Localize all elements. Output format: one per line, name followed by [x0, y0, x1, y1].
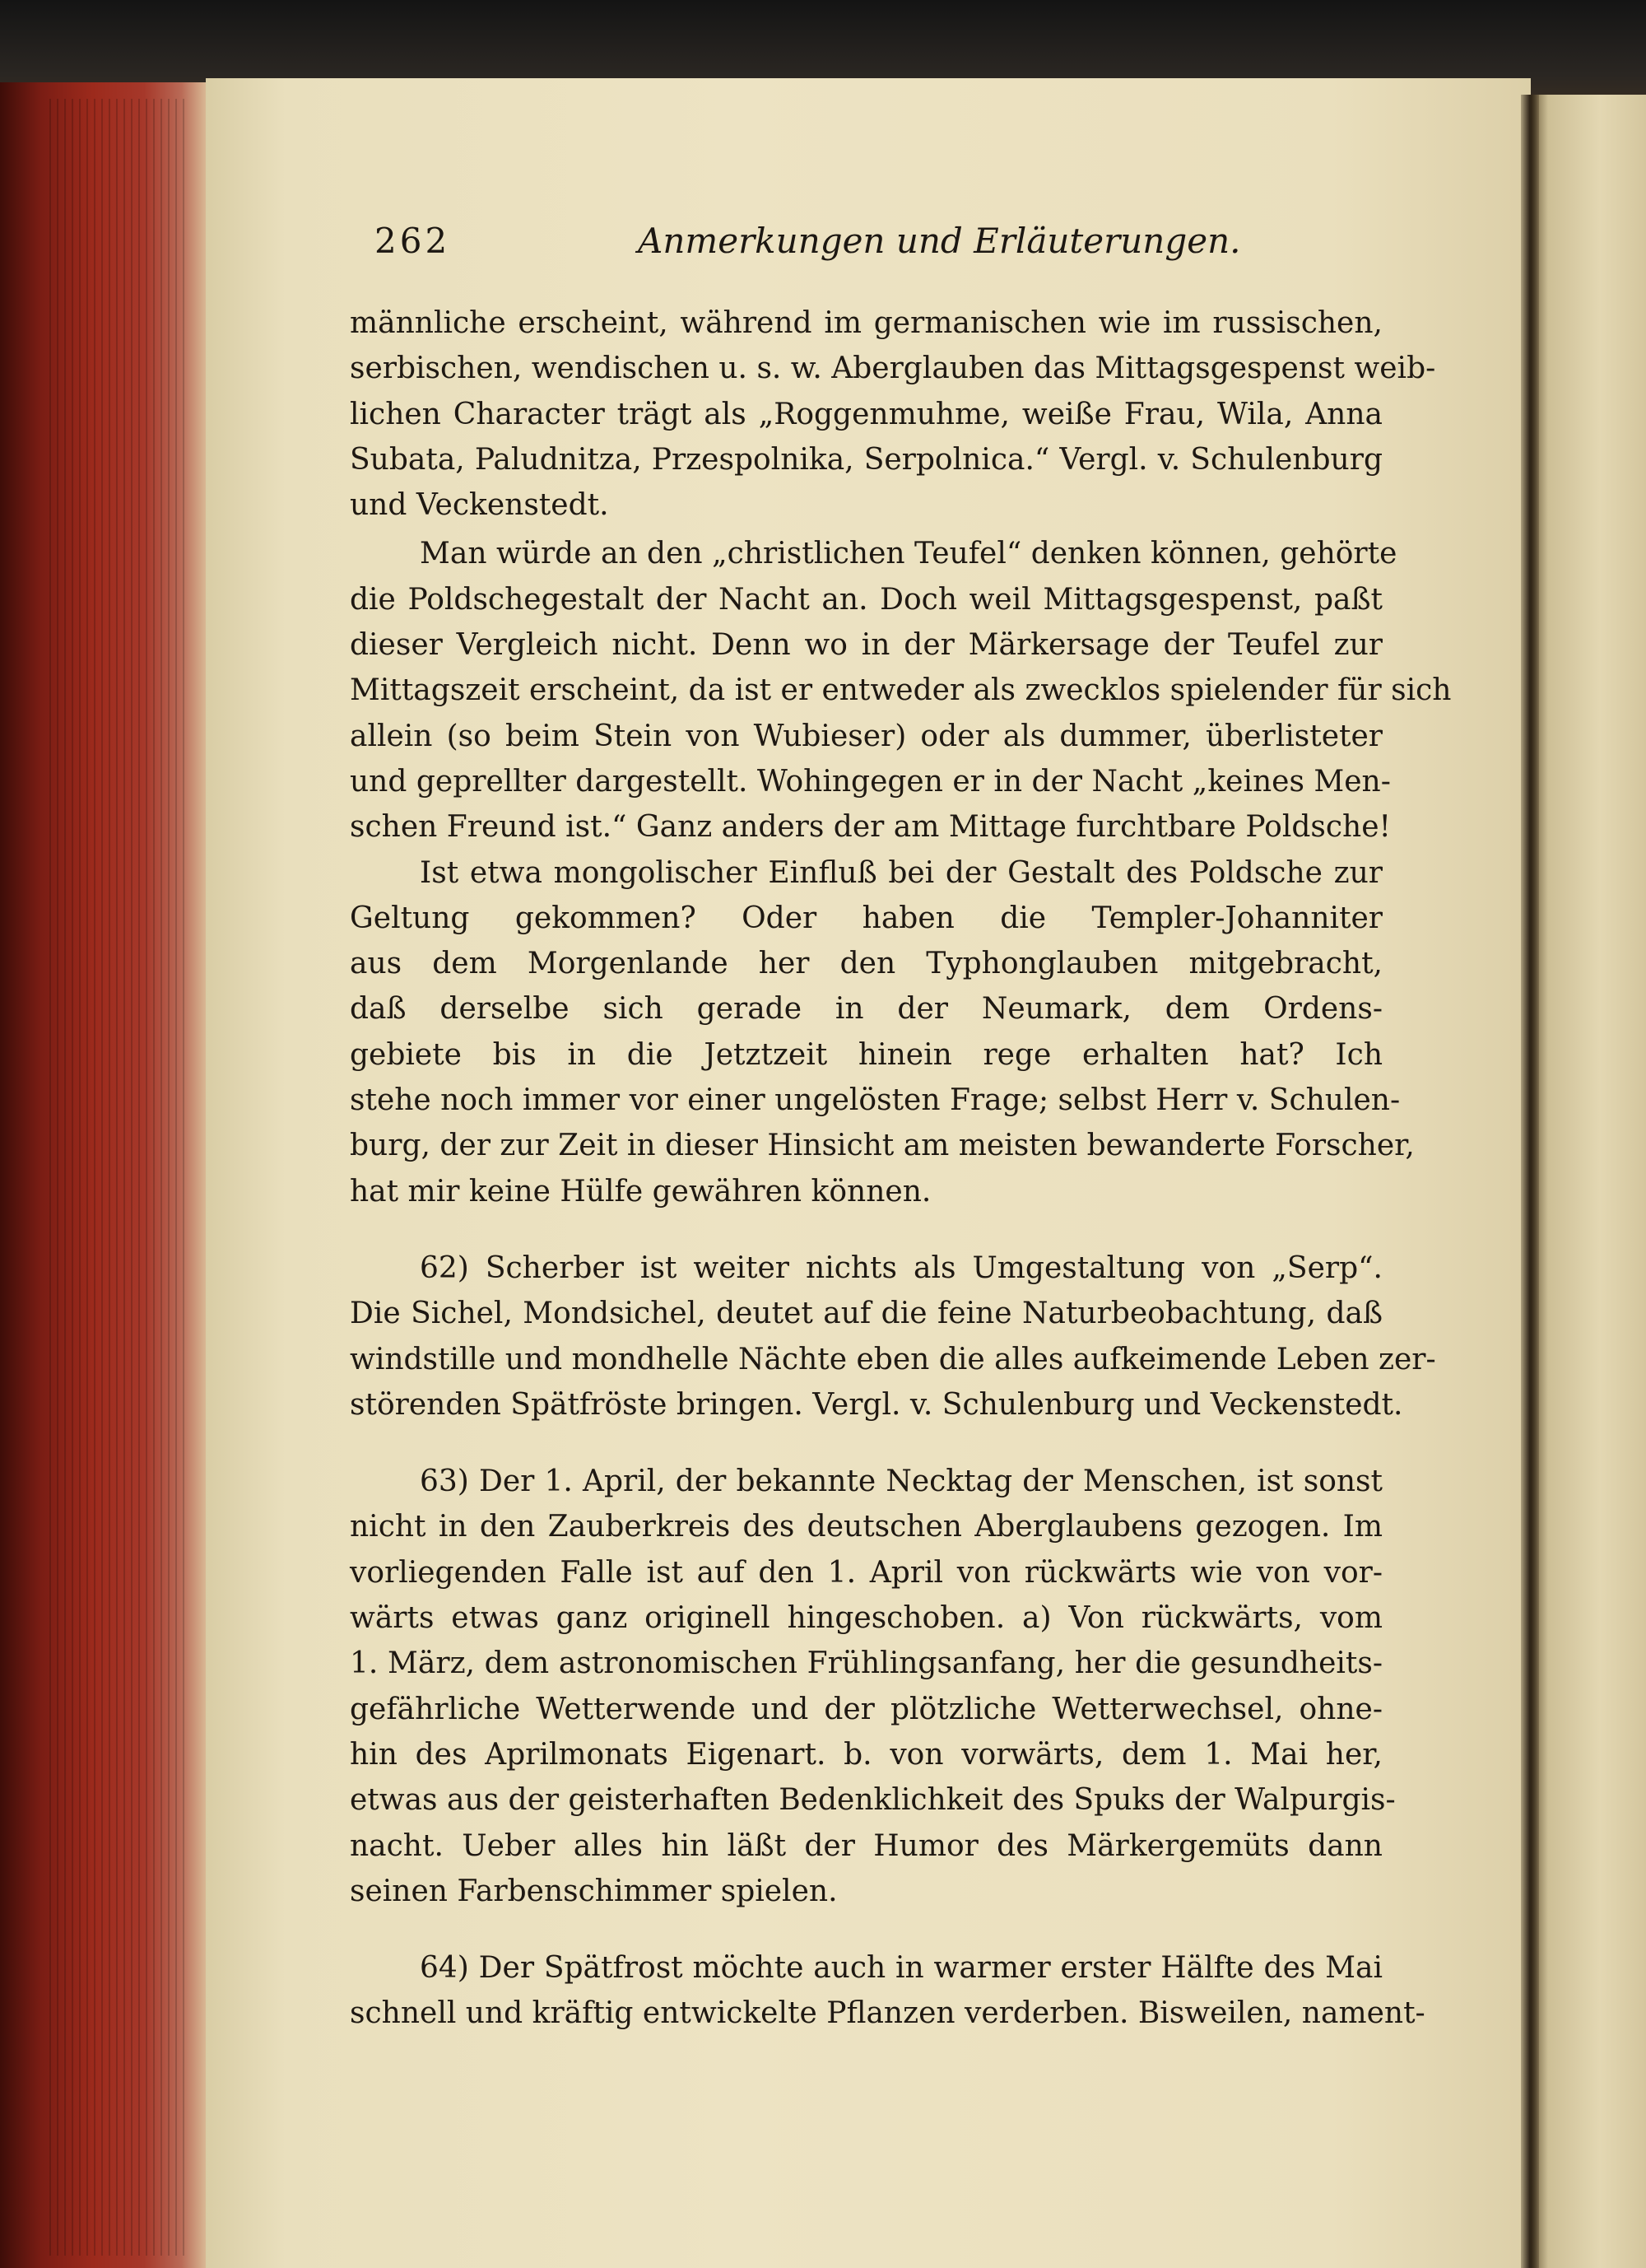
text-line: und geprellter dargestellt. Wohingegen er in der Nacht „keines Men- [350, 764, 1391, 799]
text-line: vorliegenden Falle ist auf den 1. April von rückwärts wie von vor- [350, 1555, 1383, 1590]
text-line: serbischen, wendischen u. s. w. Aberglauben das Mittagsgespenst weib- [350, 352, 1436, 386]
text-line: Die Sichel, Mondsichel, deutet auf die feine Naturbeobachtung, daß [350, 1297, 1383, 1331]
text-line: lichen Character trägt als „Roggenmuhme, weiße Frau, Wila, Anna [350, 397, 1383, 431]
text-line: stehe noch immer vor einer ungelösten Frage; selbst Herr v. Schulen- [350, 1083, 1401, 1118]
next-page-edge [1531, 95, 1646, 2268]
text-line: Mittagszeit erscheint, da ist er entweder als zwecklos spielender für sich [350, 673, 1452, 708]
text-line: etwas aus der geisterhaften Bedenklichkeit des Spuks der Walpurgis- [350, 1783, 1396, 1818]
note-63 [350, 1459, 1396, 1914]
text-line: Geltung gekommen? Oder haben die Templer-Johanniter [350, 901, 1383, 935]
text-line: gefährliche Wetterwende und der plötzliche Wetterwechsel, ohne- [350, 1692, 1383, 1726]
paragraph-3 [350, 850, 1415, 1214]
text-line: burg, der zur Zeit in dieser Hinsicht am meisten bewanderte Forscher, [350, 1129, 1415, 1163]
text-line: 1. März, dem astronomischen Frühlingsanfang, her die gesundheits- [350, 1646, 1383, 1681]
page-edge-lines [49, 99, 189, 2256]
book-gutter [1521, 95, 1539, 2268]
text-line: 63) Der 1. April, der bekannte Necktag der Menschen, ist sonst [420, 1465, 1383, 1499]
text-line: 64) Der Spätfrost möchte auch in warmer erster Hälfte des Mai [420, 1951, 1383, 1986]
text-line: 62) Scherber ist weiter nichts als Umgestaltung von „Serp“. [420, 1250, 1383, 1285]
text-line: dieser Vergleich nicht. Denn wo in der Märkersage der Teufel zur [350, 628, 1383, 663]
paragraph-1 [350, 300, 1436, 528]
text-line: störenden Spätfröste bringen. Vergl. v. Schulenburg und Veckenstedt. [350, 1387, 1403, 1422]
text-line: gebiete bis in die Jetztzeit hinein rege erhalten hat? Ich [350, 1037, 1383, 1072]
text-line: allein (so beim Stein von Wubieser) oder als dummer, überlisteter [350, 719, 1383, 753]
text-line: Ist etwa mongolischer Einfluß bei der Gestalt des Poldsche zur [420, 855, 1383, 890]
text-line: Man würde an den „christlichen Teufel“ denken können, gehörte [420, 537, 1397, 571]
text-line: schen Freund ist.“ Ganz anders der am Mittage furchtbare Poldsche! [350, 810, 1391, 845]
text-line: seinen Farbenschimmer spielen. [350, 1874, 838, 1908]
note-62 [350, 1246, 1436, 1427]
text-line: hat mir keine Hülfe gewähren können. [350, 1174, 932, 1209]
text-line: Subata, Paludnitza, Przespolnika, Serpolnica.“ Vergl. v. Schulenburg [350, 442, 1383, 477]
text-line: hin des Aprilmonats Eigenart. b. von vorwärts, dem 1. Mai her, [350, 1737, 1383, 1772]
text-line: die Poldschegestalt der Nacht an. Doch weil Mittagsgespenst, paßt [350, 582, 1383, 617]
text-line: windstille und mondhelle Nächte eben die alles aufkeimende Leben zer- [350, 1342, 1436, 1376]
text-line: nicht in den Zauberkreis des deutschen Aberglaubens gezogen. Im [350, 1510, 1383, 1544]
note-64 [350, 1945, 1425, 2037]
paragraph-2 [350, 531, 1452, 850]
text-line: nacht. Ueber alles hin läßt der Humor des Märkergemüts dann [350, 1828, 1383, 1863]
running-head: Anmerkungen und Erläuterungen. [638, 221, 1241, 261]
text-line: und Veckenstedt. [350, 488, 609, 523]
text-line: aus dem Morgenlande her den Typhonglauben mitgebracht, [350, 947, 1383, 981]
text-line: daß derselbe sich gerade in der Neumark, dem Ordens- [350, 992, 1383, 1027]
text-line: schnell und kräftig entwickelte Pflanzen verderben. Bisweilen, nament- [350, 1996, 1425, 2031]
body-text [350, 300, 1452, 2037]
page-number: 262 [374, 221, 451, 261]
text-line: männliche erscheint, während im germanischen wie im russischen, [350, 306, 1383, 340]
text-line: wärts etwas ganz originell hingeschoben. a) Von rückwärts, vom [350, 1601, 1383, 1636]
page-header [374, 221, 1387, 270]
